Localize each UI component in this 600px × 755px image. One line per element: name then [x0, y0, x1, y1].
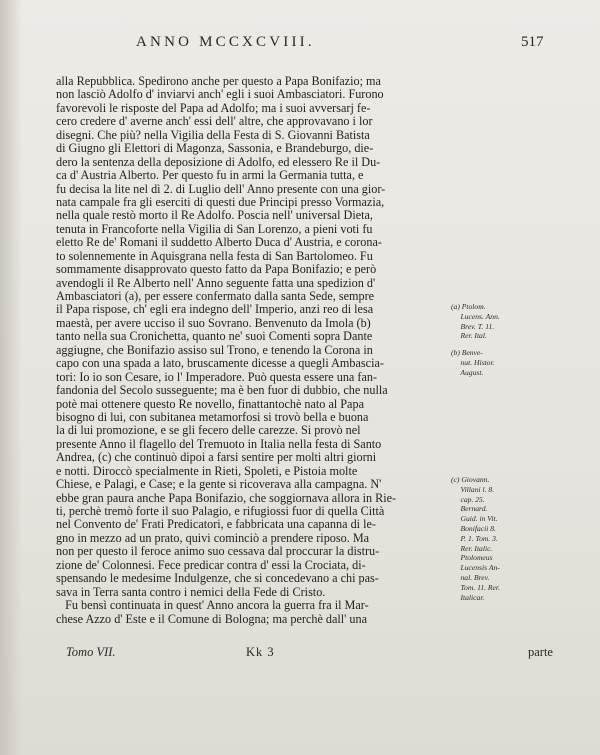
text-line: di Giugno gli Elettori di Magonza, Sassonia, e Brandeburgo, die- — [56, 141, 374, 156]
text-line: gno in mezzo ad un prato, quivi cominciò a prendere riposo. Ma — [56, 530, 370, 545]
text-line: sava in Terra santa contro i nemici della Fede di Cristo. — [56, 584, 326, 599]
text-line: Ambasciatori (a), per essere confermato dalla santa Sede, sempre — [56, 289, 375, 303]
text-line: dero la sentenza della deposizione di Adolfo, ed elessero Re il Du- — [56, 154, 381, 169]
text-line: tenuta in Francoforte nella Vigilia di San Lorenzo, a pieni voti fu — [56, 221, 373, 236]
text-line: disegni. Che più? nella Vigilia della Festa di S. Giovanni Batista — [56, 127, 370, 142]
catchword: parte — [528, 645, 553, 659]
margin-note-c: (c) Giovann. Villani l. 8. cap. 25. Bernard. Guid. in Vit. Bonifacii 8. P. 1. Tom. 3. Rer. Italic. Ptolomeus Lucensis An- nal. Brev. Tom. 11. Rer. Italicar. — [451, 475, 500, 602]
text-line: Fu bensì continuata in quest' Anno ancora la guerra fra il Mar- — [56, 598, 369, 613]
text-line: aggiugne, che Bonifazio assiso sul Trono, e tenendo la Corona in — [56, 342, 373, 357]
margin-note-a: (a) Ptolom. Lucens. Ann. Brev. T. 11. Rer. Ital. — [451, 302, 500, 341]
text-line: alla Repubblica. Spedirono anche per questo a Papa Bonifazio; ma — [56, 74, 381, 88]
margin-note-b: (b) Benve- nut. Histor. August. — [451, 348, 495, 377]
text-line: la di lui promozione, e se gli fecero delle carezze. Si provò nel — [56, 423, 361, 438]
text-line: to solennemente in Aquisgrana nella festa di San Bartolomeo. Fu — [56, 248, 373, 263]
text-line: fu decisa la lite nel dì 2. di Luglio dell' Anno presente con una gior- — [56, 181, 386, 196]
text-line: il Papa rispose, ch' egli era indegno dell' Imperio, anzi reo di lesa — [56, 302, 374, 317]
text-line: ti, perchè tremò forte il suo Palagio, e rifugiossi fuor di quella Città — [56, 504, 385, 518]
text-line: capo con una spada a lato, bruscamente dicesse a quegli Ambascia- — [56, 356, 384, 371]
text-line: zione de' Colonnesi. Fece predicar contra d' essi la Crociata, di- — [56, 557, 366, 572]
text-line: non per questo il feroce animo suo cessava dal proccurar la distru- — [56, 544, 380, 559]
text-line: Andrea, (c) che continuò dipoi a farsi sentire per molti altri giorni — [56, 450, 377, 465]
text-line: chese Azzo d' Este e il Comune di Bologna; ma perchè dall' una — [56, 611, 368, 626]
text-line: tanto nella sua Cronichetta, quanto ne' suoi Comenti sopra Dante — [56, 329, 373, 344]
text-line: avendogli il Re Alberto nell' Anno seguente fatta una spedizion d' — [56, 275, 376, 290]
text-line: e notti. Diroccò specialmente in Rieti, Spoleti, e Pistoia molte — [56, 463, 358, 478]
text-line: nella quale restò morto il Re Adolfo. Poscia nell' universal Dieta, — [56, 208, 373, 223]
text-line: bisogno di lui, con subitanea metamorfosi si trovò bella e buona — [56, 409, 369, 424]
text-line: ca d' Austria Alberto. Per questo fu in armi la Germania tutta, e — [56, 168, 364, 183]
text-line: ebbe gran paura anche Papa Bonifazio, che soggiornava allora in Rie- — [56, 490, 397, 505]
text-line: spensando le medesime Indulgenze, che si concedevano a chi pas- — [56, 571, 379, 586]
running-head-title: ANNO MCCXCVIII. — [136, 34, 315, 50]
main-text-block — [56, 75, 448, 626]
text-line: Chiese, e Palagi, e Case; e la gente si ricoverava alla campagna. N' — [56, 477, 382, 492]
text-line: fandonia del Secolo susseguente; ma è ben fuor di dubbio, che nulla — [56, 383, 388, 398]
signature-mark: Kk 3 — [246, 645, 275, 659]
gutter-shadow — [0, 0, 22, 755]
text-line: non lasciò Adolfo d' inviarvi anch' egli i suoi Ambasciatori. Furono — [56, 87, 384, 102]
page-number: 517 — [521, 34, 544, 50]
text-line: potè mai ottenere questo Re novello, finattantochè nato al Papa — [56, 396, 364, 411]
text-line: presente Anno il flagello del Tremuoto in Italia nella festa di Santo — [56, 436, 382, 451]
text-line: sommamente disapprovato questo fatto da Papa Bonifazio; e però — [56, 262, 377, 277]
text-line: eletto Re de' Romani il suddetto Alberto Duca d' Austria, e corona- — [56, 235, 382, 250]
text-line: tori: Io io son Cesare, io l' Imperadore. Può questa essere una fan- — [56, 369, 378, 384]
text-line: maestà, per avere ucciso il suo Sovrano. Benvenuto da Imola (b) — [56, 315, 371, 330]
text-line: cero credere d' averne anch' essi dell' altre, che approvavano i lor — [56, 114, 373, 129]
text-line: favorevoli le risposte del Papa ad Adolfo; ma i suoi avversarj fe- — [56, 100, 371, 115]
volume-footer: Tomo VII. — [66, 645, 116, 659]
text-line: nata campale fra gli eserciti di questi due Principi presso Vormazia, — [56, 194, 385, 209]
text-line: nel Convento de' Frati Predicatori, e fabbricata una capanna di le- — [56, 517, 376, 532]
